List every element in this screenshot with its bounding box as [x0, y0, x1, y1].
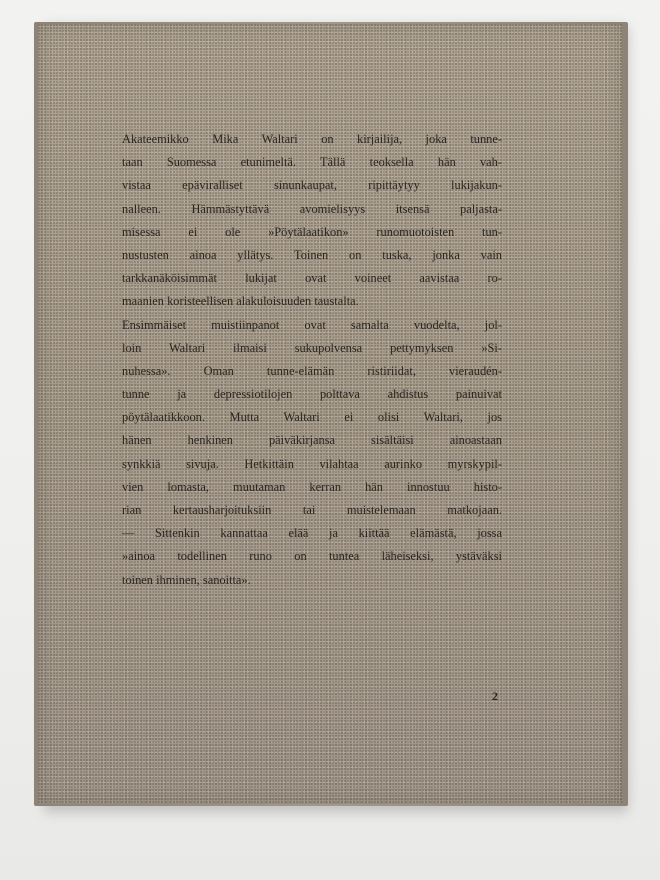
text-line: tunne ja depressiotilojen polttava ahdistus painuivat	[122, 387, 502, 402]
text-line: nuhessa». Oman tunne-elämän ristiriidat, vieraudén-	[122, 363, 502, 378]
text-line: toinen ihminen, sanoitta».	[122, 572, 251, 587]
text-line: hänen henkinen päiväkirjansa sisältäisi ainoastaan	[122, 433, 502, 448]
text-line: maanien koristeellisen alakuloisuuden taustalta.	[122, 294, 359, 309]
text-line: nalleen. Hämmästyttävä avomielisyys itsensä paljasta-	[122, 201, 502, 216]
text-line: Ensimmäiset muistiinpanot ovat samalta vuodelta, jol-	[122, 317, 502, 332]
text-line: synkkiä sivuja. Hetkittäin vilahtaa aurinko myrskypil-	[122, 456, 502, 471]
text-line: Akateemikko Mika Waltari on kirjailija, joka tunne-	[122, 132, 502, 146]
paragraph-2	[122, 314, 502, 592]
paragraph-1	[122, 128, 502, 314]
text-line: vien lomasta, muutaman kerran hän innostuu histo-	[122, 479, 502, 494]
text-line: pöytälaatikkoon. Mutta Waltari ei olisi Waltari, jos	[122, 410, 502, 425]
text-line: — Sittenkin kannattaa elää ja kiittää elämästä, jossa	[122, 526, 502, 541]
text-line: taan Suomessa etunimeltä. Tällä teoksella hän vah-	[122, 155, 502, 170]
text-line: rian kertausharjoituksiin tai muistelemaan matkojaan.	[122, 503, 502, 517]
page-number: 2	[492, 689, 498, 703]
blurb-text	[122, 128, 502, 592]
text-line: misessa ei ole »Pöytälaatikon» runomuotoisten tun-	[122, 224, 502, 239]
text-line: loin Waltari ilmaisi sukupolvensa pettymyksen »Si-	[122, 340, 502, 355]
text-line: vistaa epäviralliset sinunkaupat, ripittäytyy lukijakun-	[122, 178, 502, 193]
text-line: »ainoa todellinen runo on tuntea läheiseksi, ystäväksi	[122, 549, 502, 564]
text-line: tarkkanäköisimmät lukijat ovat voineet aavistaa ro-	[122, 271, 502, 286]
text-line: nustusten ainoa yllätys. Toinen on tuska, jonka vain	[122, 247, 502, 262]
